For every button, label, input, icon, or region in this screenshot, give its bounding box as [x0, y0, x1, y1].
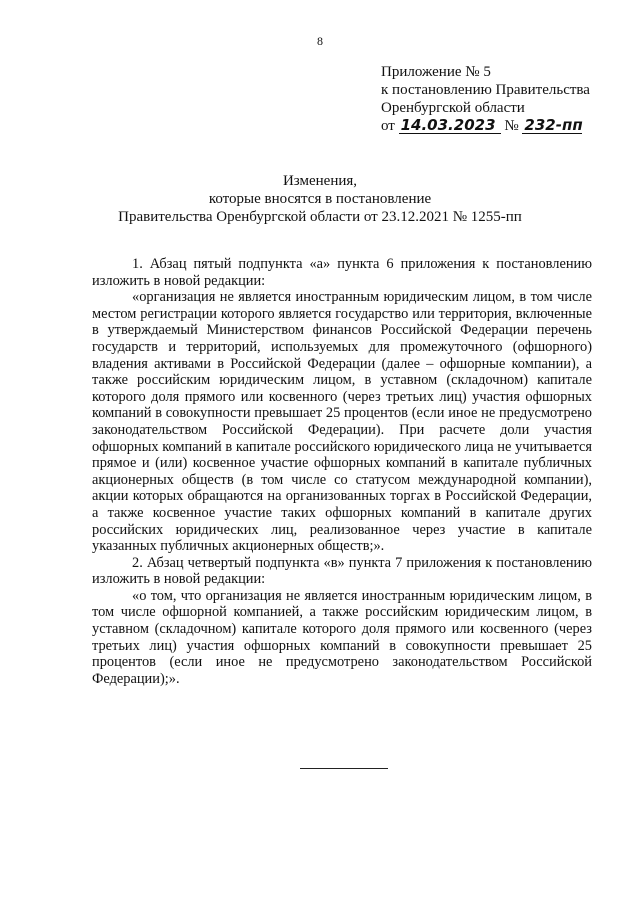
appendix-region-line: Оренбургской области [381, 100, 525, 116]
paragraph-quote-1: «организация не является иностранным юридическим лицом, в том числе местом регистрации которого является государство или территория, включенные в утверждаемый Министерством финансов Российской Федерации перечень государств и территорий, используемых для промежуточного (офшорного) владения активами в Российской Федерации (далее – офшорные компании), а также российским юридическим лицом, в уставном (складочном) капитале которого доля прямого или косвенного (через третьих лиц) участия офшорных компаний в совокупности превышает 25 процентов (если иное не предусмотрено законодательством Российской Федерации). При расчете доли участия офшорных компаний в капитале российского юридического лица не учитывается прямое и (или) косвенное участие офшорных компаний в капитале публичных акционерных обществ (в том числе со статусом международной компании), акции которых обращаются на организованных торгах в Российской Федерации, а также косвенное участие таких офшорных компаний в капитале других российских юридических лиц, реализованное через участие в капитале указанных публичных акционерных обществ;». [92, 289, 592, 555]
handwritten-number: 232-пп [524, 116, 583, 134]
title-line-1: Изменения, [282, 173, 358, 189]
number-prefix: № [504, 118, 519, 134]
appendix-resolution-line: к постановлению Правительства [381, 82, 590, 98]
document-body [92, 256, 592, 687]
document-title [0, 172, 640, 226]
appendix-header [381, 63, 621, 135]
title-line-3: Правительства Оренбургской области от 23.12.2021 № 1255-пп [118, 209, 522, 225]
title-line-2: которые вносятся в постановление [208, 191, 432, 207]
paragraph-quote-2: «о том, что организация не является иностранным юридическим лицом, в том числе офшорной компанией, а также российским юридическим лицом, в уставном (складочном) капитале которого доля прямого или косвенного (через третьих лиц) участия офшорных компаний в совокупности превышает 25 процентов (если иное не предусмотрено законодательством Российской Федерации);». [92, 587, 592, 687]
appendix-date-line [381, 117, 621, 135]
date-prefix: от [381, 118, 395, 134]
paragraph-item-1: 1. Абзац пятый подпункта «а» пункта 6 приложения к постановлению изложить в новой редакции: [92, 256, 592, 289]
end-divider [300, 768, 388, 769]
appendix-title: Приложение № 5 [381, 64, 491, 80]
handwritten-date: 14.03.2023 [399, 118, 501, 134]
page-number: 8 [317, 34, 323, 48]
paragraph-item-2: 2. Абзац четвертый подпункта «в» пункта 7 приложения к постановлению изложить в новой редакции: [92, 554, 592, 588]
